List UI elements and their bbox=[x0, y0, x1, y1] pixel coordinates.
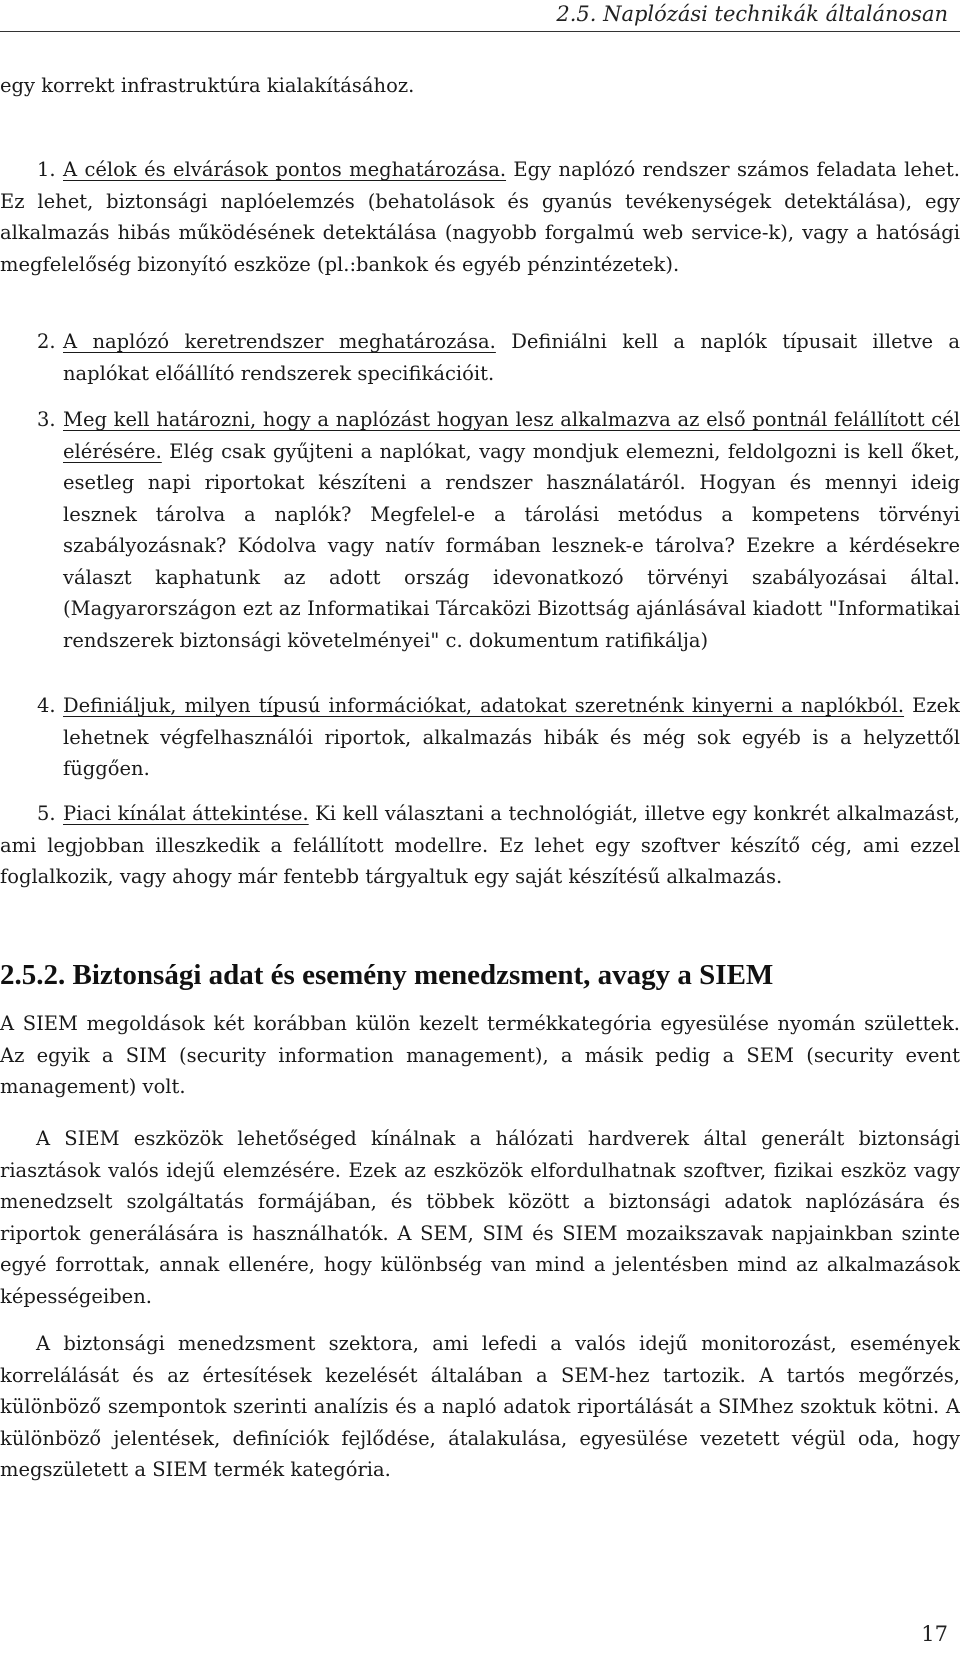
intro-line: egy korrekt infrastruktúra kialakításához. bbox=[0, 74, 415, 97]
list-item-lead: Meg kell határozni, hogy a naplózást hogyan lesz alkalmazva az első pontnál felállított cél elérésére. bbox=[63, 408, 960, 463]
list-item-number: 5. bbox=[37, 802, 56, 825]
paragraph: A biztonsági menedzsment szektora, ami lefedi a valós idejű monitorozást, események korrelálását és az értesítések kezelését általában a SEM-hez tartozik. A tartós megőrzés, különböző szempontok szerinti analízis és a napló adatok riportálását a SIMhez szoktuk kötni. A különböző jelentések, definíciók fejlődése, átalakulása, egyesülése vezetett végül oda, hogy megszületett a SIEM termék kategória. bbox=[0, 1332, 960, 1481]
page-number: 17 bbox=[921, 1622, 948, 1646]
running-header: 2.5. Naplózási technikák általánosan bbox=[556, 2, 948, 26]
list-item-body bbox=[0, 404, 960, 656]
list-item bbox=[0, 690, 960, 785]
list-item-lead: A naplózó keretrendszer meghatározása. bbox=[63, 330, 496, 353]
list-item bbox=[0, 798, 960, 893]
list-item-lead: Piaci kínálat áttekintése. bbox=[63, 802, 309, 825]
list-item-body bbox=[0, 154, 960, 280]
paragraph: A SIEM megoldások két korábban külön kezelt termékkategória egyesülése nyomán születtek. Az egyik a SIM (security information management), a másik pedig a SEM (security event management) volt. bbox=[0, 1012, 960, 1098]
list-item-body bbox=[0, 326, 960, 389]
list-item bbox=[0, 326, 960, 389]
list-item-text: Elég csak gyűjteni a naplókat, vagy mondjuk elemezni, feldolgozni is kell őket, esetleg napi riportokat készíteni a rendszer használatáról. Hogyan és mennyi ideig lesznek tárolva a naplók? Megfelel-e a tárolási metódus a kompetens törvényi szabályozásnak? Kódolva vagy natív formában lesznek-e tárolva? Ezekre a kérdésekre választ kaphatunk az adott ország idevonatkozó törvényi szabályozásai által. (Magyarországon ezt az Informatikai Tárcaközi Bizottság ajánlásával kiadott "Informatikai rendszerek biztonsági követelményei" c. dokumentum ratifikálja) bbox=[63, 439, 960, 652]
list-item-text: Ki kell választani a technológiát, illetve egy konkrét alkalmazást, ami legjobban illeszkedik a felállított modellre. Ez lehet egy szoftver készítő cég, ami ezzel foglalkozik, vagy ahogy már fentebb tárgyaltuk egy saját készítésű alkalmazás. bbox=[0, 802, 960, 888]
section-heading: 2.5.2. Biztonsági adat és esemény menedzsment, avagy a SIEM bbox=[0, 959, 774, 991]
list-item-text: Egy naplózó rendszer számos feladata lehet. Ez lehet, biztonsági naplóelemzés (behatolások és gyanús tevékenységek detektálása), egy alkalmazás hibás működésének detektálása (nagyobb forgalmú web service-k), vagy a hatósági megfelelőség bizonyító eszköze (pl.:bankok és egyéb pénzintézetek). bbox=[0, 158, 960, 276]
list-item bbox=[0, 154, 960, 280]
list-item-number: 4. bbox=[37, 694, 56, 717]
list-item-number: 3. bbox=[37, 408, 56, 431]
list-item-number: 2. bbox=[37, 330, 56, 353]
list-item-text: Definiálni kell a naplók típusait illetve a naplókat előállító rendszerek specifikációit. bbox=[63, 330, 960, 385]
list-item-text: Ezek lehetnek végfelhasználói riportok, alkalmazás hibák és még sok egyéb is a helyzettől függően. bbox=[63, 694, 960, 780]
paragraph: A SIEM eszközök lehetőséged kínálnak a hálózati hardverek által generált biztonsági riasztások valós idejű elemzésére. Ezek az eszközök elfordulhatnak szoftver, fizikai eszköz vagy menedzselt szolgáltatás formájában, és többek között a biztonsági adatok naplózására és riportok generálására is használhatók. A SEM, SIM és SIEM mozaikszavak napjainkban szinte egyé forrottak, annak ellenére, hogy különbség van mind a jelentésben mind az alkalmazások képességeiben. bbox=[0, 1127, 960, 1308]
list-item-lead: A célok és elvárások pontos meghatározása. bbox=[63, 158, 507, 181]
list-item-body bbox=[0, 798, 960, 893]
list-item-lead: Definiáljuk, milyen típusú információkat, adatokat szeretnénk kinyerni a naplókból. bbox=[63, 694, 905, 717]
list-item-body bbox=[0, 690, 960, 785]
list-item-number: 1. bbox=[37, 158, 56, 181]
list-item bbox=[0, 404, 960, 656]
header-rule bbox=[0, 31, 960, 32]
